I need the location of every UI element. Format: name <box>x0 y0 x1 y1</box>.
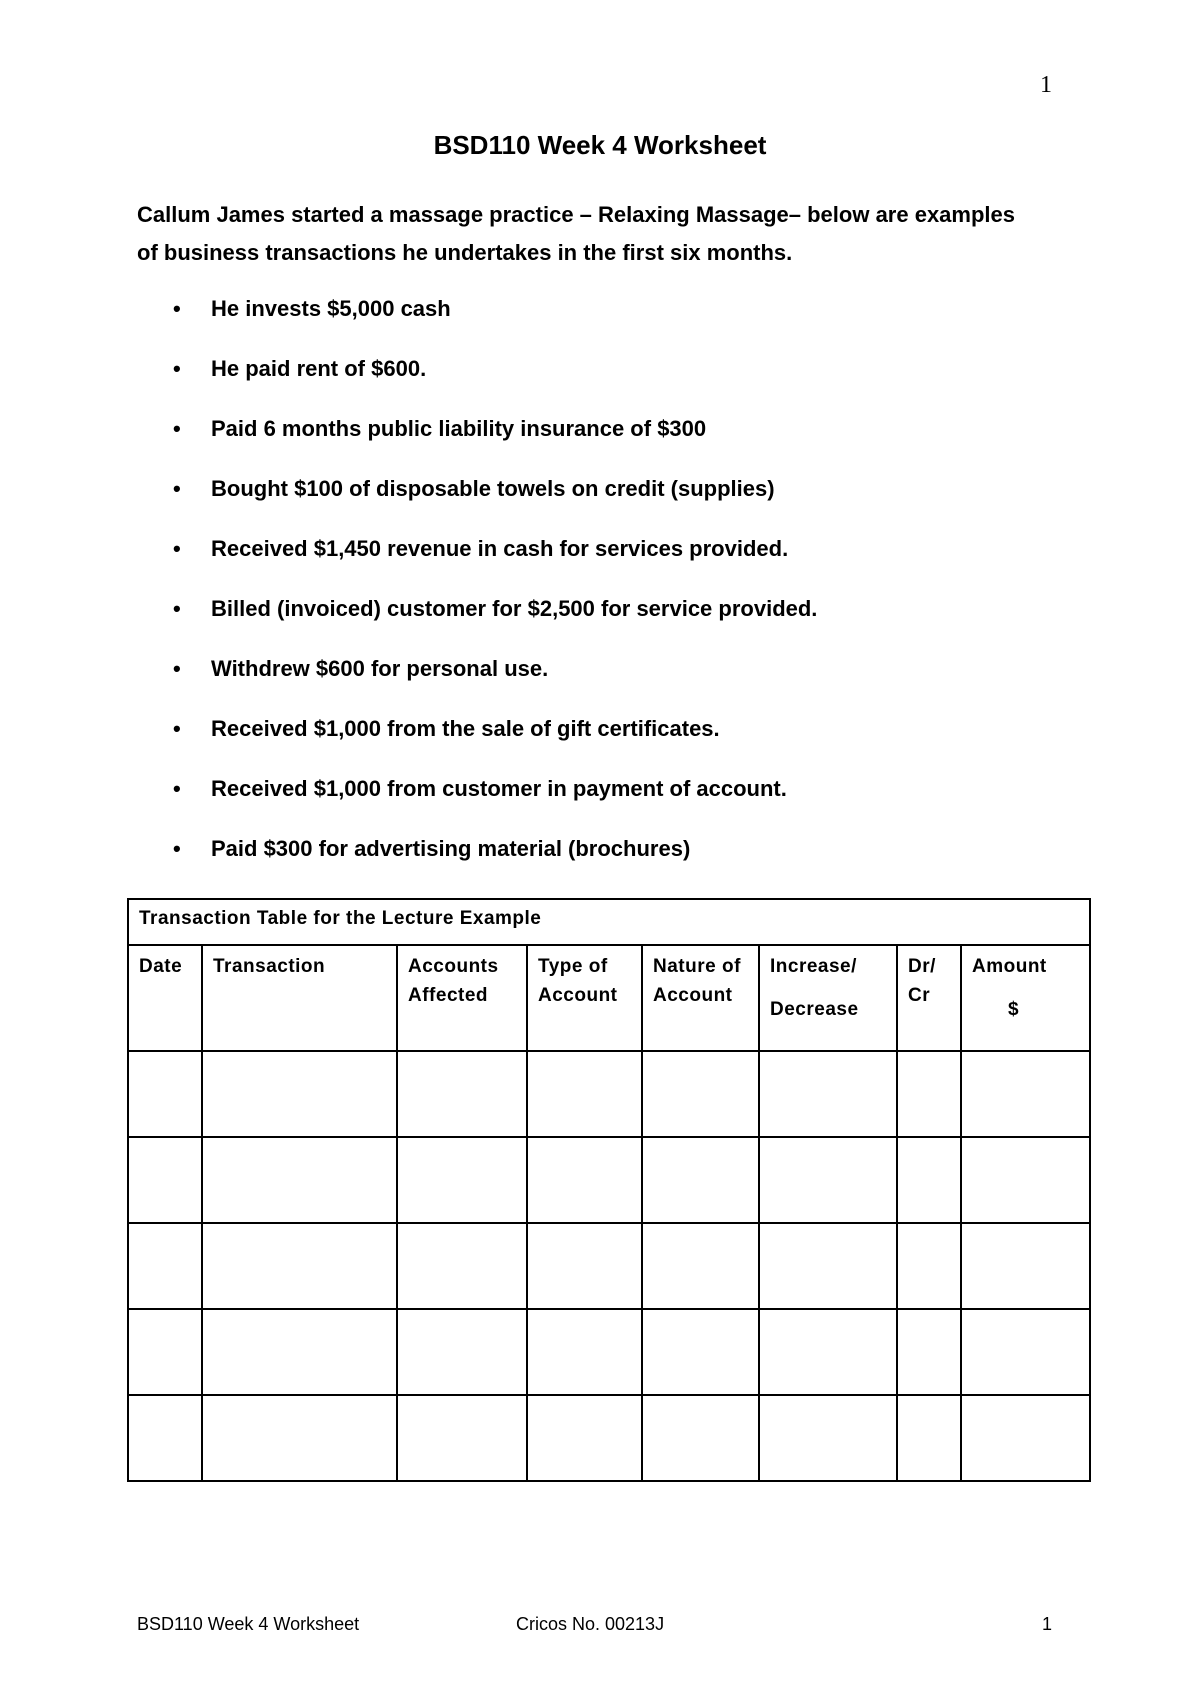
cell-accounts-affected[interactable] <box>397 1137 527 1223</box>
column-header-accounts-affected: Accounts Affected <box>397 945 527 1051</box>
cell-date[interactable] <box>128 1137 202 1223</box>
cell-date[interactable] <box>128 1395 202 1481</box>
header-decrease: Decrease <box>770 999 859 1020</box>
column-header-amount <box>961 945 1090 1051</box>
footer-page-number: 1 <box>1042 1614 1053 1634</box>
table-row <box>128 1137 1090 1223</box>
bullet-icon: • <box>173 536 181 561</box>
cell-type-of-account[interactable] <box>527 1309 642 1395</box>
bullet-icon: • <box>173 476 181 501</box>
bullet-icon: • <box>173 596 181 621</box>
cell-type-of-account[interactable] <box>527 1051 642 1137</box>
cell-type-of-account[interactable] <box>527 1137 642 1223</box>
cell-increase-decrease[interactable] <box>759 1223 897 1309</box>
list-item: • Received $1,000 from the sale of gift certificates. <box>137 714 1077 774</box>
cell-transaction[interactable] <box>202 1223 397 1309</box>
table-row <box>128 1223 1090 1309</box>
cell-dr-cr[interactable] <box>897 1395 961 1481</box>
list-item: • Received $1,450 revenue in cash for services provided. <box>137 534 1077 594</box>
cell-amount[interactable] <box>961 1309 1090 1395</box>
transaction-table <box>127 898 1091 1482</box>
bullet-icon: • <box>173 356 181 381</box>
cell-increase-decrease[interactable] <box>759 1051 897 1137</box>
list-item: • He paid rent of $600. <box>137 354 1077 414</box>
list-item: • Paid $300 for advertising material (brochures) <box>137 834 1077 894</box>
column-header-type-of-account: Type of Account <box>527 945 642 1051</box>
cell-nature-of-account[interactable] <box>642 1137 759 1223</box>
header-amount: Amount <box>972 956 1047 977</box>
transaction-list <box>137 294 1077 894</box>
cell-amount[interactable] <box>961 1137 1090 1223</box>
header-amount-unit: $ <box>1007 999 1020 1020</box>
bullet-icon: • <box>173 416 181 441</box>
cell-accounts-affected[interactable] <box>397 1395 527 1481</box>
bullet-icon: • <box>173 656 181 681</box>
cell-accounts-affected[interactable] <box>397 1051 527 1137</box>
column-header-transaction: Transaction <box>202 945 397 1051</box>
column-header-dr-cr: Dr/ Cr <box>897 945 961 1051</box>
page-number-top: 1 <box>1040 72 1052 98</box>
cell-nature-of-account[interactable] <box>642 1051 759 1137</box>
footer-cricos-number: Cricos No. 00213J <box>516 1614 665 1634</box>
cell-nature-of-account[interactable] <box>642 1395 759 1481</box>
bullet-icon: • <box>173 836 181 861</box>
cell-transaction[interactable] <box>202 1309 397 1395</box>
table-row <box>128 1395 1090 1481</box>
page-title: BSD110 Week 4 Worksheet <box>433 130 767 160</box>
bullet-icon: • <box>173 716 181 741</box>
cell-increase-decrease[interactable] <box>759 1309 897 1395</box>
cell-amount[interactable] <box>961 1051 1090 1137</box>
column-header-date: Date <box>128 945 202 1051</box>
cell-type-of-account[interactable] <box>527 1395 642 1481</box>
cell-increase-decrease[interactable] <box>759 1395 897 1481</box>
list-item: • Bought $100 of disposable towels on credit (supplies) <box>137 474 1077 534</box>
cell-date[interactable] <box>128 1223 202 1309</box>
table-row <box>128 1051 1090 1137</box>
cell-dr-cr[interactable] <box>897 1051 961 1137</box>
cell-increase-decrease[interactable] <box>759 1137 897 1223</box>
cell-dr-cr[interactable] <box>897 1223 961 1309</box>
bullet-icon: • <box>173 296 181 321</box>
column-header-nature-of-account: Nature of Account <box>642 945 759 1051</box>
cell-amount[interactable] <box>961 1395 1090 1481</box>
cell-transaction[interactable] <box>202 1051 397 1137</box>
cell-amount[interactable] <box>961 1223 1090 1309</box>
bullet-icon: • <box>173 776 181 801</box>
table-row <box>128 1309 1090 1395</box>
cell-date[interactable] <box>128 1309 202 1395</box>
cell-dr-cr[interactable] <box>897 1137 961 1223</box>
cell-accounts-affected[interactable] <box>397 1309 527 1395</box>
cell-dr-cr[interactable] <box>897 1309 961 1395</box>
cell-type-of-account[interactable] <box>527 1223 642 1309</box>
cell-nature-of-account[interactable] <box>642 1223 759 1309</box>
cell-nature-of-account[interactable] <box>642 1309 759 1395</box>
intro-paragraph: Callum James started a massage practice – Relaxing Massage– below are examples of business transactions he undertakes in the first six months. <box>137 202 1016 265</box>
cell-date[interactable] <box>128 1051 202 1137</box>
cell-accounts-affected[interactable] <box>397 1223 527 1309</box>
table-header-row <box>128 945 1090 1051</box>
footer-document-title: BSD110 Week 4 Worksheet <box>137 1614 360 1634</box>
column-header-increase-decrease <box>759 945 897 1051</box>
cell-transaction[interactable] <box>202 1137 397 1223</box>
list-item: • Billed (invoiced) customer for $2,500 for service provided. <box>137 594 1077 654</box>
list-item: • Paid 6 months public liability insurance of $300 <box>137 414 1077 474</box>
table-caption: Transaction Table for the Lecture Example <box>128 899 1090 945</box>
cell-transaction[interactable] <box>202 1395 397 1481</box>
list-item: • Withdrew $600 for personal use. <box>137 654 1077 714</box>
list-item: • He invests $5,000 cash <box>137 294 1077 354</box>
header-increase: Increase/ <box>770 956 857 977</box>
list-item: • Received $1,000 from customer in payment of account. <box>137 774 1077 834</box>
